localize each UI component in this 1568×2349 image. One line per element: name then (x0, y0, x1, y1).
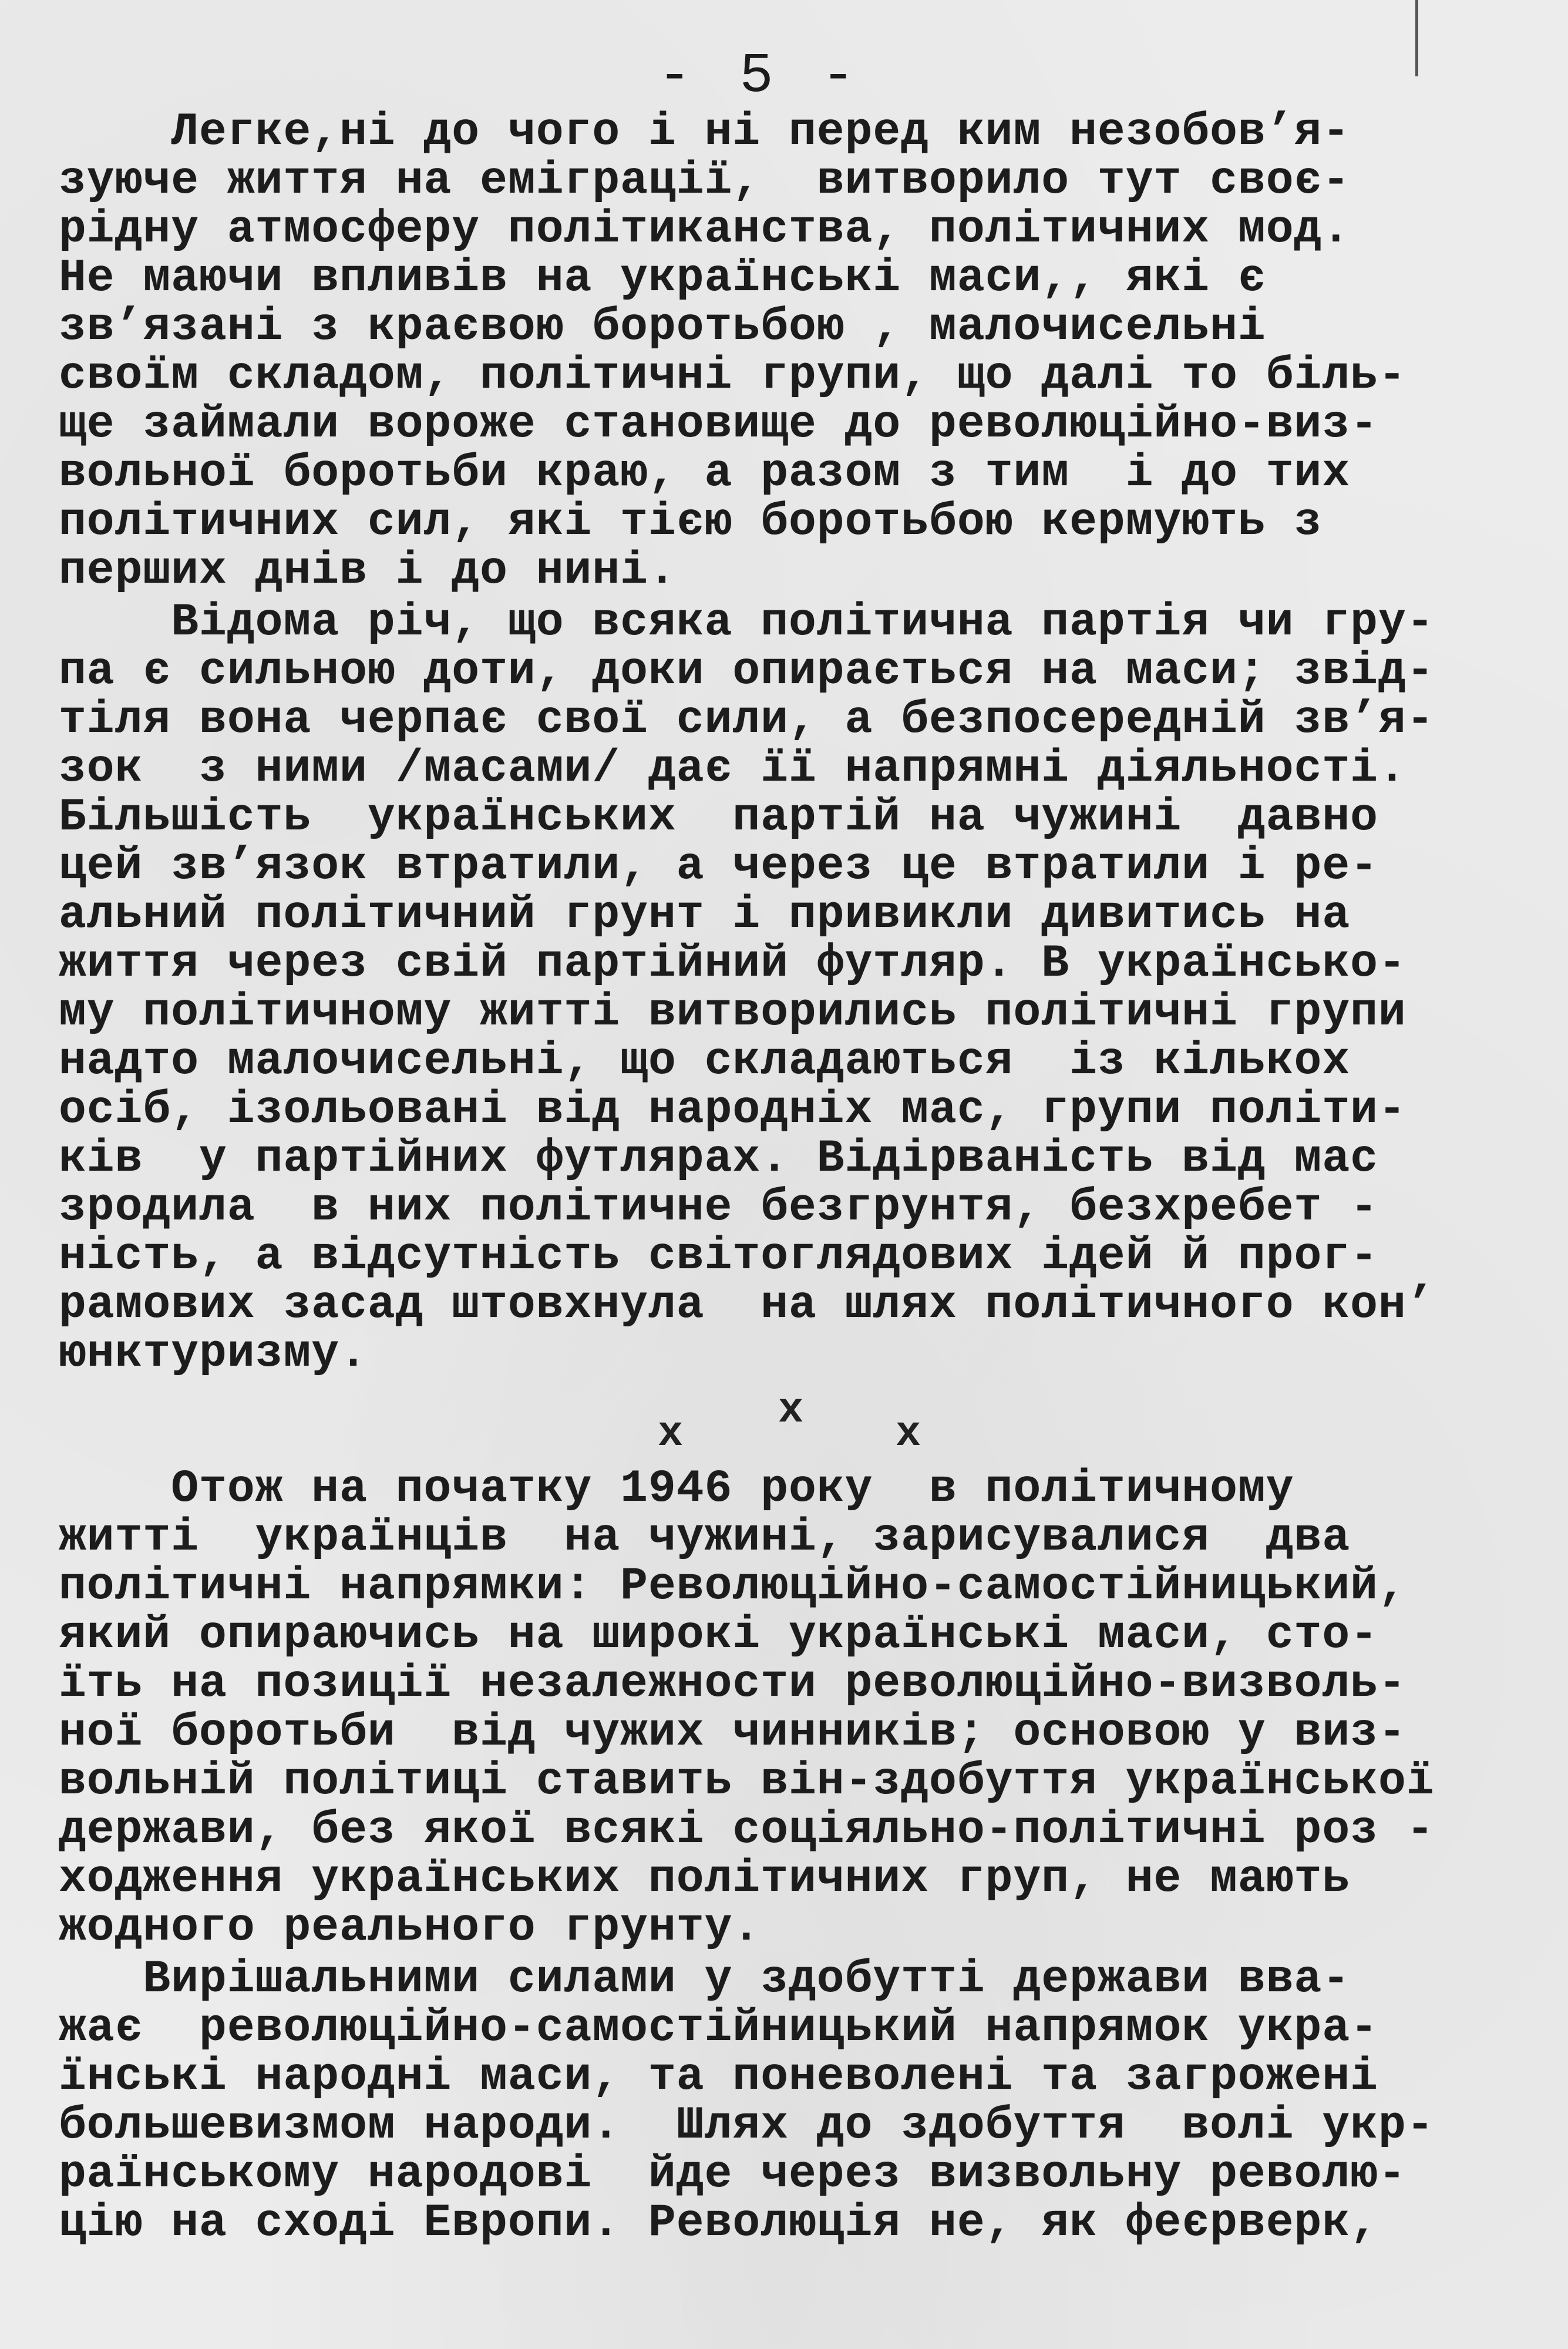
text-line: осіб, ізольовані від народніх мас, групи політи- (59, 1084, 1407, 1136)
text-line: Відома річ, що всяка політична партія чи гру- (59, 597, 1435, 648)
text-line: Більшість українських партій на чужині давно (59, 792, 1378, 844)
page-number: - 5 - (658, 44, 863, 108)
text-line: вольної боротьби краю, а разом з тим і до тих (59, 448, 1351, 499)
text-line: вольній політиці ставить він-здобуття української (59, 1756, 1435, 1807)
text-line: зродила в них політичне безгрунтя, безхребет - (59, 1182, 1378, 1234)
text-line: Вирішальними силами у здобутті держави вва- (59, 1954, 1351, 2005)
text-line: надто малочисельні, що складаються із кількох (59, 1036, 1351, 1087)
text-line: жає революційно-самостійницький напрямок укра- (59, 2002, 1378, 2054)
text-line: своїм складом, політичні групи, що далі то біль- (59, 350, 1407, 402)
text-line: жодного реального грунту. (59, 1902, 761, 1954)
text-line: зок з ними /масами/ дає її напрямні діяльності. (59, 743, 1407, 795)
text-line: ної боротьби від чужих чинників; основою у виз- (59, 1707, 1407, 1759)
text-line: рідну атмосферу політиканства, політичних мод. (59, 204, 1351, 256)
text-line: цей зв’язок втратили, а через це втратили і ре- (59, 841, 1378, 892)
separator-mark-right: x (896, 1410, 921, 1458)
text-line: ходження українських політичних груп, не мають (59, 1853, 1351, 1905)
text-line: ність, а відсутність світоглядових ідей й прог- (59, 1231, 1378, 1282)
text-line: їнські народні маси, та поневолені та загрожені (59, 2051, 1378, 2103)
text-line: раїнському народові йде через визвольну револю- (59, 2149, 1407, 2200)
text-line: большевизмом народи. Шлях до здобуття волі укр- (59, 2100, 1435, 2152)
text-line: політичні напрямки: Революційно-самостійницький, (59, 1561, 1407, 1612)
text-line: їть на позиції незалежности революційно-визволь- (59, 1658, 1407, 1710)
text-line: альний політичний грунт і привикли дивитись на (59, 889, 1351, 941)
text-line: тіля вона черпає свої сили, а безпосередній зв’я- (59, 694, 1435, 746)
text-line: Не маючи впливів на українські маси,, які є (59, 253, 1266, 304)
text-line: Легке,ні до чого і ні перед ким незобов’я- (59, 106, 1351, 158)
text-line: зв’язані з краєвою боротьбою , малочисельні (59, 301, 1266, 353)
text-line: па є сильною доти, доки опирається на маси; звід- (59, 646, 1435, 697)
text-line: цію на сході Европи. Революція не, як феєрверк, (59, 2197, 1378, 2249)
text-line: держави, без якої всякі соціяльно-політичні роз - (59, 1804, 1435, 1856)
separator-mark-center: x (778, 1386, 804, 1434)
text-line: зуюче життя на еміграції, витворило тут своє- (59, 155, 1351, 207)
page-edge-mark (1415, 0, 1418, 76)
text-line: перших днів і до нині. (59, 545, 677, 597)
text-line: му політичному житті витворились політичні групи (59, 987, 1407, 1039)
text-line: який опираючись на широкі українські маси, сто- (59, 1609, 1378, 1661)
text-line: політичних сил, які тією боротьбою кермують з (59, 496, 1323, 548)
text-line: юнктуризму. (59, 1328, 368, 1380)
text-line: житті українців на чужині, зарисувалися два (59, 1512, 1351, 1564)
text-line: Отож на початку 1946 року в політичному (59, 1463, 1294, 1515)
text-line: ще займали вороже становище до революційно-виз- (59, 399, 1378, 451)
text-line: рамових засад штовхнула на шлях політичного кон’ (59, 1279, 1435, 1331)
separator-mark-left: x (658, 1410, 684, 1458)
text-line: життя через свій партійний футляр. В українсько- (59, 938, 1407, 990)
text-line: ків у партійних футлярах. Відірваність від мас (59, 1133, 1378, 1185)
